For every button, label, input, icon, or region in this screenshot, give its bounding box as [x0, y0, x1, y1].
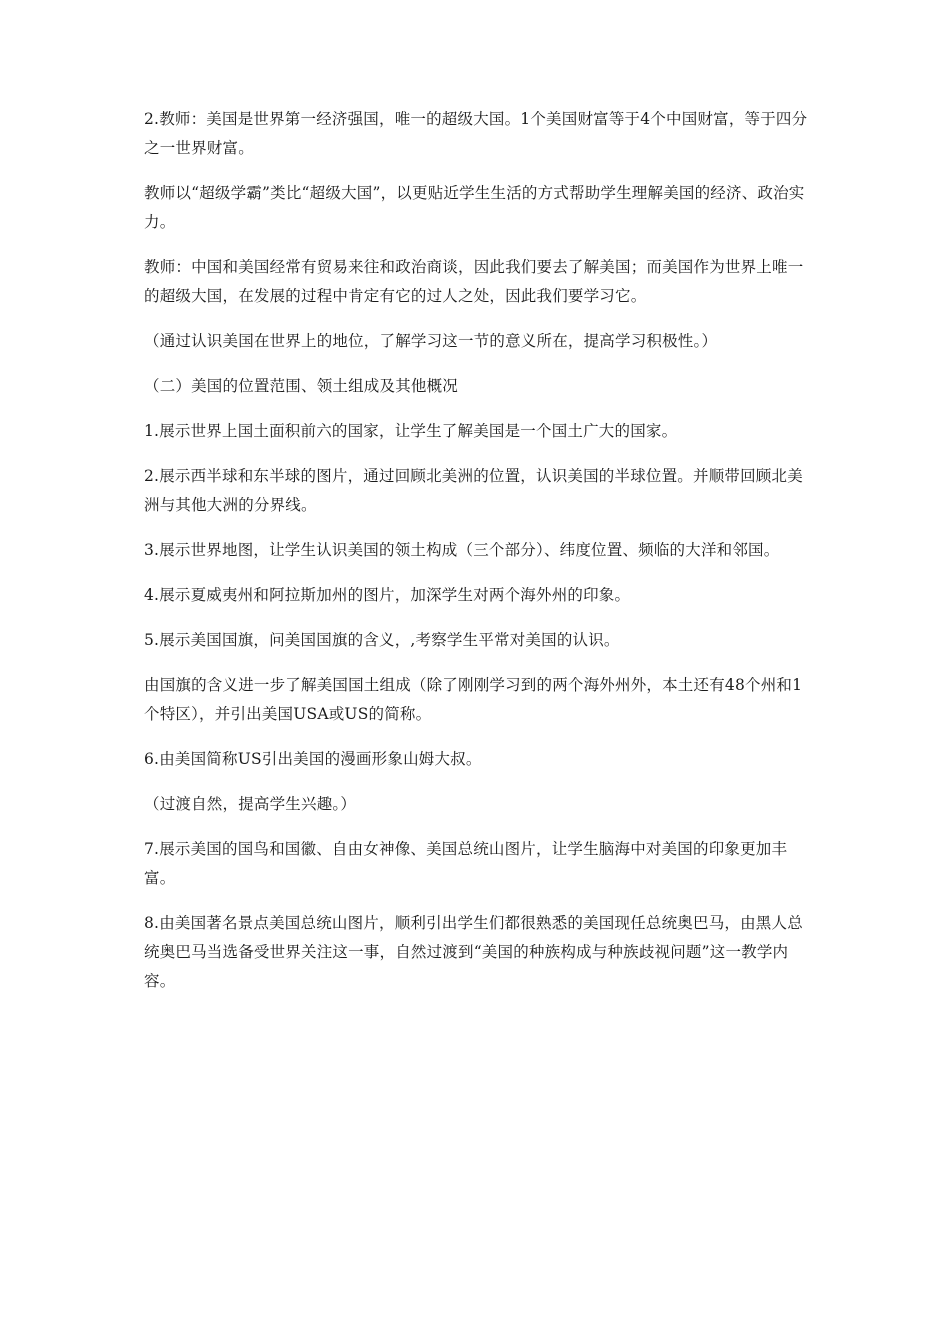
paragraph-12: 6.由美国简称US引出美国的漫画形象山姆大叔。 [144, 750, 482, 768]
paragraph-4: （通过认识美国在世界上的地位，了解学习这一节的意义所在，提高学习积极性。） [144, 332, 718, 350]
paragraph-9: 4.展示夏威夷州和阿拉斯加州的图片，加深学生对两个海外州的印象。 [144, 586, 631, 604]
paragraph-6: 1.展示世界上国土面积前六的国家，让学生了解美国是一个国土广大的国家。 [144, 422, 678, 440]
paragraph-14: 7.展示美国的国鸟和国徽、自由女神像、美国总统山图片，让学生脑海中对美国的印象更加丰富。 [144, 840, 788, 887]
paragraph-1: 2.教师：美国是世界第一经济强国，唯一的超级大国。1个美国财富等于4个中国财富，等于四分之一世界财富。 [144, 110, 808, 157]
paragraph-2: 教师以“超级学霸”类比“超级大国”，以更贴近学生生活的方式帮助学生理解美国的经济、政治实力。 [144, 184, 805, 231]
paragraph-15: 8.由美国著名景点美国总统山图片，顺利引出学生们都很熟悉的美国现任总统奥巴马，由黑人总统奥巴马当选备受世界关注这一事，自然过渡到“美国的种族构成与种族歧视问题”这一教学内容。 [144, 914, 803, 990]
paragraph-7: 2.展示西半球和东半球的图片，通过回顾北美洲的位置，认识美国的半球位置。并顺带回顾北美洲与其他大洲的分界线。 [144, 467, 803, 514]
paragraph-8: 3.展示世界地图，让学生认识美国的领土构成（三个部分）、纬度位置、频临的大洋和邻国。 [144, 541, 780, 559]
paragraph-13: （过渡自然，提高学生兴趣。） [144, 795, 357, 813]
section-heading: （二）美国的位置范围、领土组成及其他概况 [144, 377, 459, 395]
paragraph-10: 5.展示美国国旗，问美国国旗的含义，,考察学生平常对美国的认识。 [144, 631, 620, 649]
paragraph-3: 教师：中国和美国经常有贸易来往和政治商谈，因此我们要去了解美国；而美国作为世界上唯一的超级大国，在发展的过程中肯定有它的过人之处，因此我们要学习它。 [144, 258, 804, 305]
document-body [144, 105, 816, 1012]
paragraph-11: 由国旗的含义进一步了解美国国土组成（除了刚刚学习到的两个海外州外，本土还有48个州和1个特区），并引出美国USA或US的简称。 [144, 676, 803, 723]
